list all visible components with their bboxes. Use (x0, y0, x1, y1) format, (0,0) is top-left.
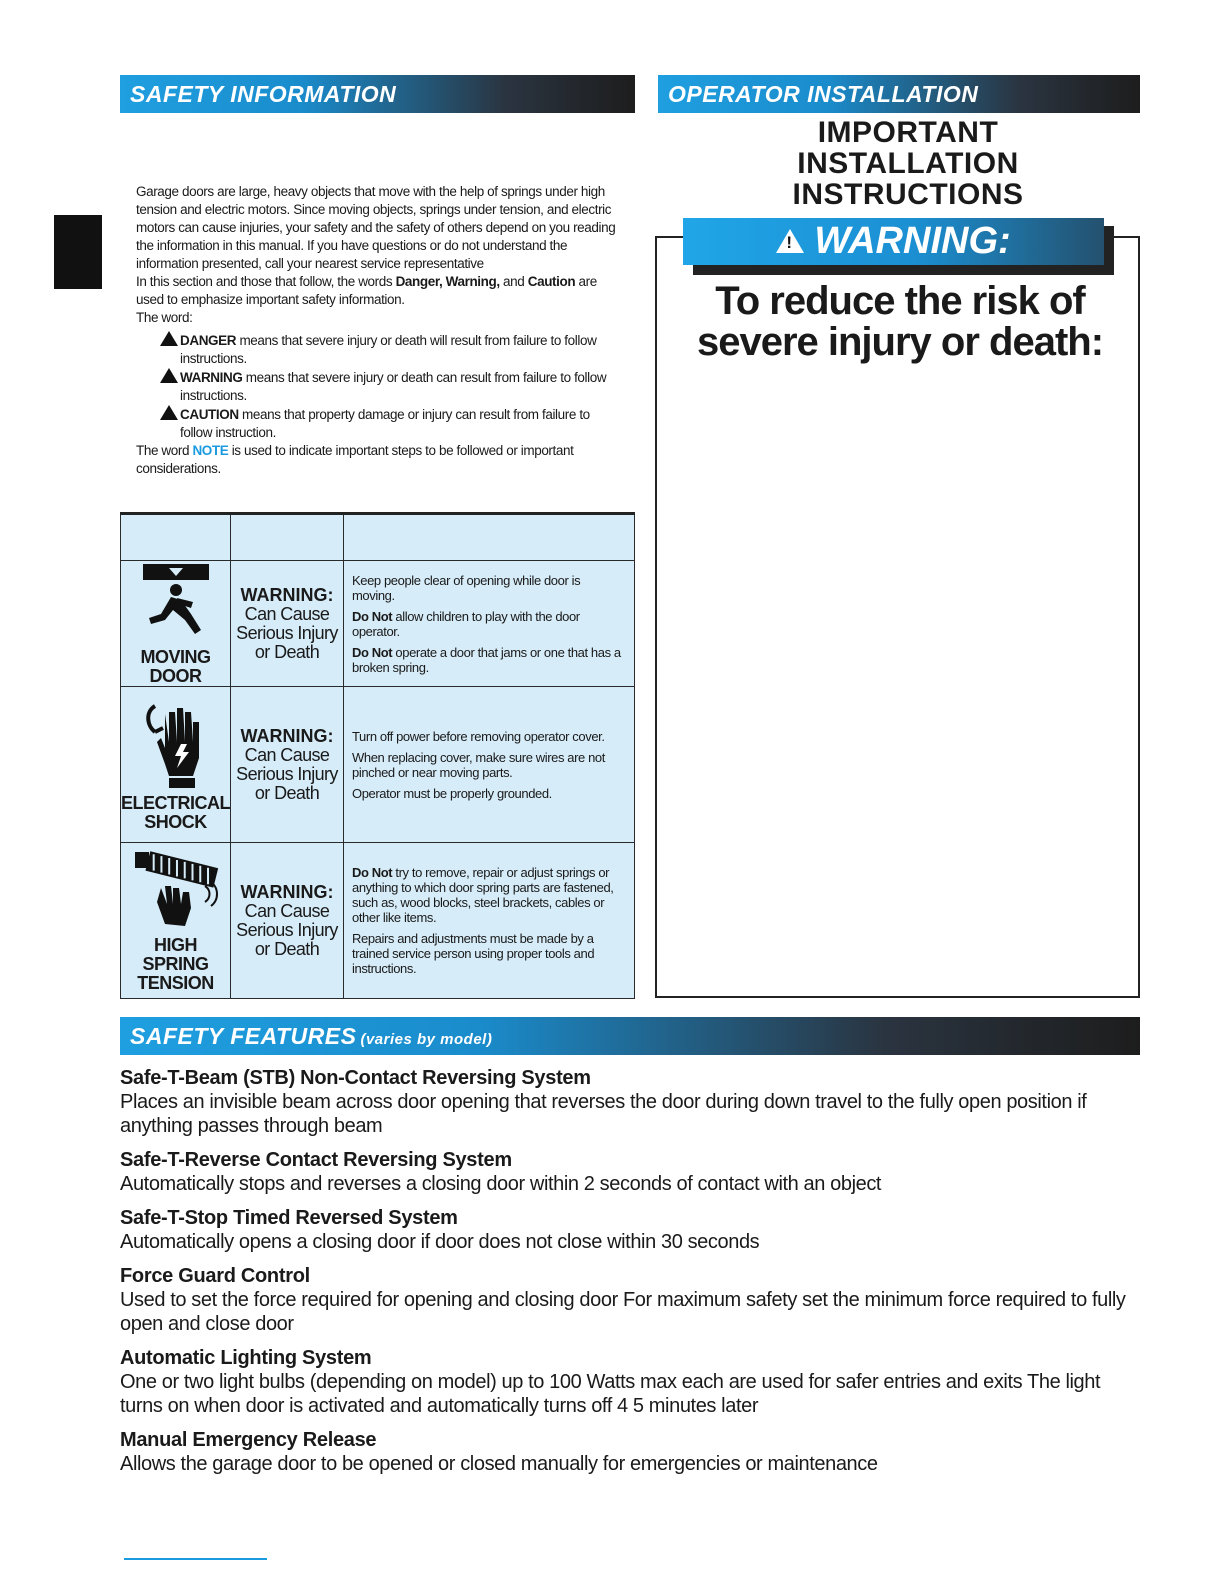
section-tab (54, 215, 102, 289)
safety-intro (136, 183, 616, 478)
electrical-shock-icon (141, 698, 211, 790)
warning-definition: WARNING means that severe injury or death can result from failure to follow instructions. (158, 368, 616, 405)
note-definition: The word NOTE is used to indicate important steps to be followed or important considerations. (136, 443, 574, 476)
operator-installation-header (658, 75, 1140, 113)
feature-item: Manual Emergency Release Allows the garage door to be opened or closed manually for emergencies or maintenance (120, 1429, 878, 1475)
warning-banner (683, 218, 1104, 265)
spring-tension-icon (131, 848, 221, 932)
alert-triangle-icon (776, 229, 804, 253)
operator-installation-title: OPERATOR INSTALLATION (668, 81, 979, 107)
safety-features-header (120, 1017, 1140, 1055)
caution-definition: CAUTION means that property damage or injury can result from failure to follow instruction. (158, 405, 616, 442)
danger-definition: DANGER means that severe injury or death will result from failure to follow instructions. (158, 331, 616, 368)
warning-banner-text: WARNING: (814, 220, 1011, 262)
safety-features-subtitle: (varies by model) (360, 1031, 493, 1048)
alert-triangle-icon (160, 368, 178, 383)
safety-information-title: SAFETY INFORMATION (130, 81, 397, 107)
hazard-row-electrical-shock: ELECTRICAL SHOCK WARNING: Can Cause Serious Injury or Death Turn off power before removing operator cover. When replacing cover, make sure wires are not pinched or near moving parts. Operator must be properly grounded. (121, 687, 635, 843)
alert-triangle-icon (160, 405, 178, 420)
feature-item: Safe-T-Beam (STB) Non-Contact Reversing System Places an invisible beam across door opening that reverses the door during down travel to the fully open position if anything passes through beam (120, 1067, 1087, 1137)
safety-features-title: SAFETY FEATURES (130, 1023, 357, 1049)
hazard-instructions: Turn off power before removing operator cover. When replacing cover, make sure wires are not pinched or near moving parts. Operator must be properly grounded. (344, 687, 635, 843)
feature-item: Force Guard Control Used to set the force required for opening and closing door For maximum safety set the minimum force required to fully open and close door (120, 1265, 1126, 1335)
alert-triangle-icon (160, 331, 178, 346)
hazard-table (120, 512, 635, 999)
hazard-row-high-spring-tension: HIGH SPRING TENSION WARNING: Can Cause Serious Injury or Death Do Not try to remove, repair or adjust springs or anything to which door spring parts are fastened, such as, wood blocks, steel brackets, cables or other like items. Repairs and adjustments must be made by a trained service person using proper tools and instructions. (121, 843, 635, 999)
feature-item: Safe-T-Stop Timed Reversed System Automatically opens a closing door if door does not close within 30 seconds (120, 1207, 760, 1253)
reduce-risk-heading: To reduce the risk of severe injury or death: (696, 279, 1104, 364)
hazard-instructions: Do Not try to remove, repair or adjust springs or anything to which door spring parts are fastened, such as, wood blocks, steel brackets, cables or other like items. Repairs and adjustments must be made by a trained service person using proper tools and instructions. (344, 843, 635, 999)
feature-item: Automatic Lighting System One or two light bulbs (depending on model) up to 100 Watts max each are used for safer entries and exits The light turns on when door is activated and automatically turns off 4 5 minutes later (120, 1347, 1101, 1417)
important-installation-instructions: IMPORTANT INSTALLATION INSTRUCTIONS (792, 116, 1024, 211)
hazard-table-header-row (121, 514, 635, 561)
safety-features-list (120, 1066, 1130, 1486)
the-word-label: The word: (136, 310, 193, 325)
footer-rule (124, 1558, 267, 1560)
hazard-row-moving-door: MOVING DOOR WARNING: Can Cause Serious Injury or Death Keep people clear of opening while door is moving. Do Not allow children to play with the door operator. Do Not operate a door that jams or one that has a broken spring. (121, 561, 635, 687)
safety-information-header (120, 75, 635, 113)
feature-item: Safe-T-Reverse Contact Reversing System Automatically stops and reverses a closing door within 2 seconds of contact with an object (120, 1149, 882, 1195)
signal-words-paragraph: In this section and those that follow, the words Danger, Warning, and Caution are used to emphasize important safety information. (136, 274, 597, 307)
moving-door-icon (141, 562, 211, 644)
intro-paragraph: Garage doors are large, heavy objects that move with the help of springs under high tension and electric motors. Since moving objects, springs under tension, and electric motors can cause injuries, your safety and the safety of others depend on you reading the information in this manual. If you have questions or do not understand the information presented, call your nearest service representative (136, 184, 616, 271)
hazard-instructions: Keep people clear of opening while door is moving. Do Not allow children to play with the door operator. Do Not operate a door that jams or one that has a broken spring. (344, 561, 635, 687)
